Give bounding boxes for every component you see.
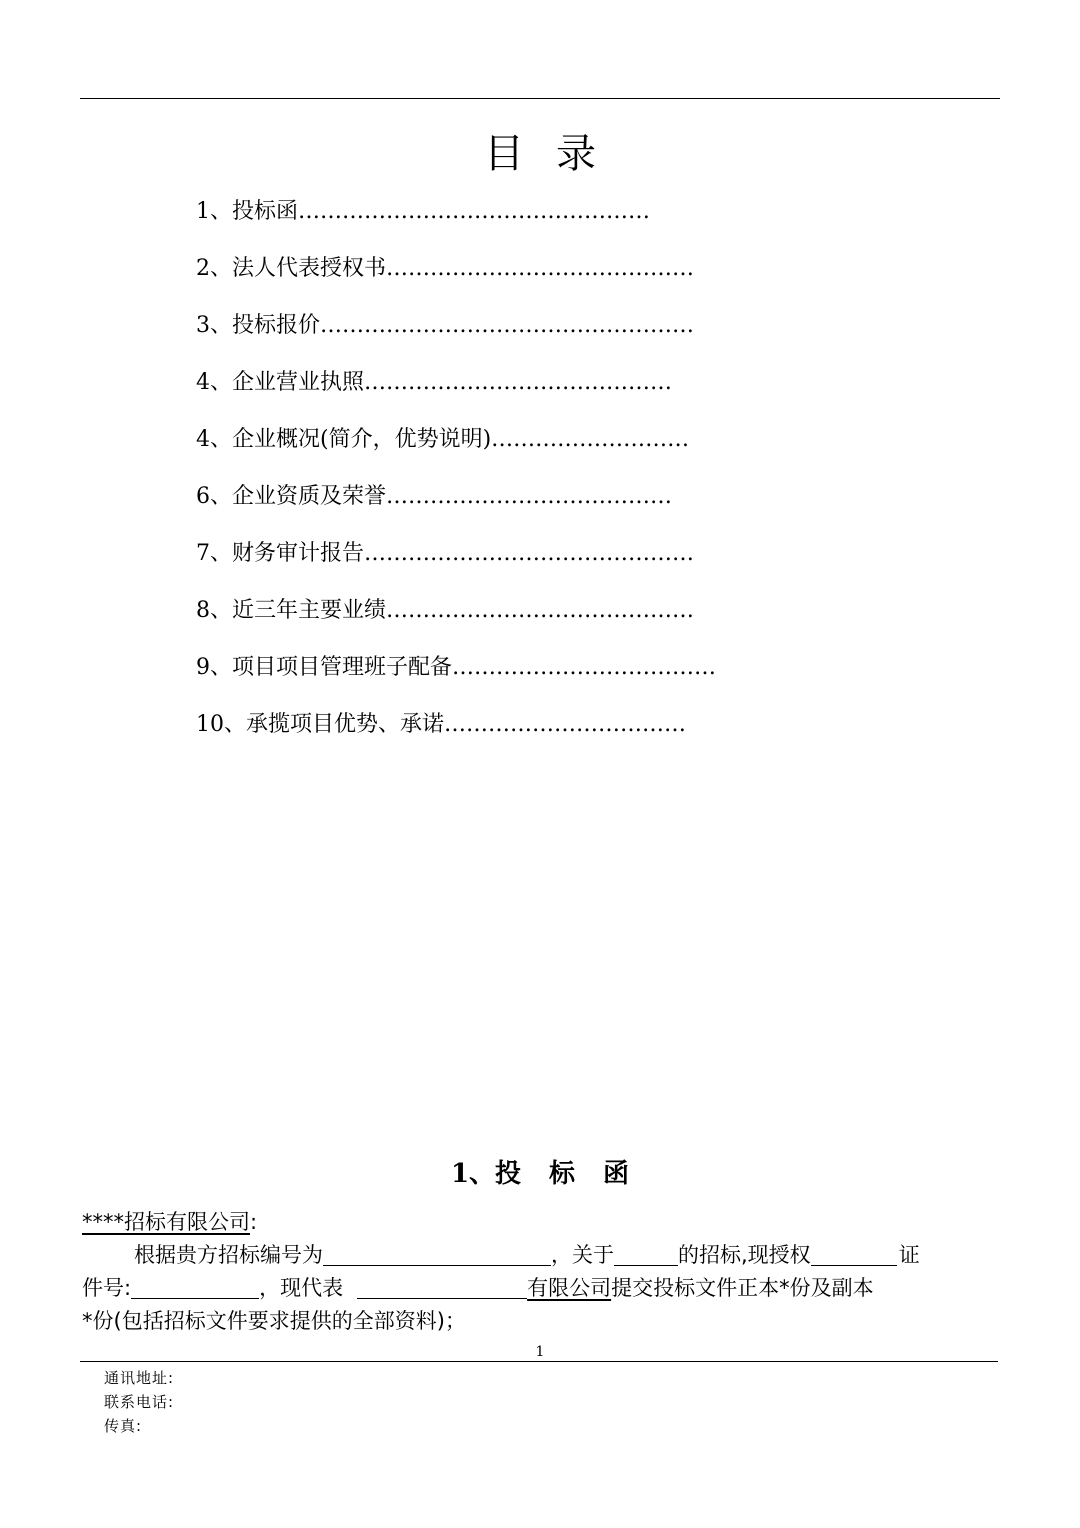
toc-item-label: 7、财务审计报告 bbox=[196, 541, 364, 566]
letter-text: 的招标,现授权 bbox=[678, 1243, 811, 1267]
toc-item[interactable] bbox=[196, 420, 716, 477]
toc-item-label: 1、投标函 bbox=[196, 199, 298, 224]
footer-phone: 联系电话: bbox=[104, 1393, 175, 1411]
toc-leader-dots: …………………………………………… bbox=[320, 313, 694, 338]
toc-item[interactable] bbox=[196, 648, 716, 705]
toc-leader-dots: ………………………………………… bbox=[298, 199, 650, 224]
toc-leader-dots: …………………………………… bbox=[386, 256, 694, 281]
toc-item[interactable] bbox=[196, 705, 716, 762]
footer-rule bbox=[80, 1361, 998, 1362]
section-title-part: 标 bbox=[549, 1159, 576, 1189]
authorized-person-blank[interactable] bbox=[811, 1241, 897, 1266]
tender-letter bbox=[82, 1206, 1000, 1338]
project-name-blank[interactable] bbox=[614, 1241, 678, 1266]
toc-item-label: 2、法人代表授权书 bbox=[196, 256, 386, 281]
letter-text: ，关于 bbox=[551, 1243, 614, 1267]
letter-text: 件号: bbox=[82, 1276, 132, 1300]
toc-leader-dots: ………………………………… bbox=[386, 484, 672, 509]
toc-leader-dots: …………………………………… bbox=[386, 598, 694, 623]
letter-body-line bbox=[82, 1272, 1000, 1305]
toc-title: 目录 bbox=[484, 131, 628, 177]
page-footer bbox=[104, 1366, 174, 1438]
company-suffix: 有限公司 bbox=[527, 1276, 612, 1300]
toc-list bbox=[196, 192, 716, 762]
toc-item-label: 6、企业资质及荣誉 bbox=[196, 484, 386, 509]
section-title bbox=[0, 1154, 1080, 1194]
toc-item[interactable] bbox=[196, 363, 716, 420]
toc-leader-dots: ……………………… bbox=[491, 427, 690, 452]
section-title-part: 1、投 bbox=[450, 1159, 522, 1189]
header-rule bbox=[80, 98, 1000, 99]
addressee-colon: : bbox=[250, 1210, 258, 1234]
toc-item-label: 9、项目项目管理班子配备 bbox=[196, 655, 452, 680]
page-number: 1 bbox=[535, 1344, 545, 1360]
toc-leader-dots: …………………………………… bbox=[364, 370, 672, 395]
footer-address: 通讯地址: bbox=[104, 1369, 175, 1387]
letter-text: 提交投标文件正本*份及副本 bbox=[611, 1276, 874, 1300]
toc-item[interactable] bbox=[196, 477, 716, 534]
letter-text: 证 bbox=[898, 1243, 920, 1267]
letter-text: *份(包括招标文件要求提供的全部资料)； bbox=[82, 1309, 466, 1333]
toc-leader-dots: ……………………………… bbox=[452, 655, 716, 680]
toc-leader-dots: …………………………… bbox=[444, 712, 686, 737]
tender-number-blank[interactable] bbox=[323, 1241, 551, 1266]
footer-fax: 传真: bbox=[104, 1417, 143, 1435]
letter-addressee-line bbox=[82, 1206, 1000, 1239]
toc-item[interactable] bbox=[196, 249, 716, 306]
letter-body-line bbox=[82, 1305, 1000, 1338]
toc-item[interactable] bbox=[196, 534, 716, 591]
toc-item-label: 10、承揽项目优势、承诺 bbox=[196, 712, 444, 737]
letter-text: ，现代表 bbox=[259, 1276, 344, 1300]
toc-item-label: 3、投标报价 bbox=[196, 313, 320, 338]
toc-item-label: 4、企业营业执照 bbox=[196, 370, 364, 395]
section-title-part: 函 bbox=[603, 1159, 630, 1189]
letter-addressee: ****招标有限公司 bbox=[82, 1210, 250, 1234]
letter-body-line bbox=[82, 1239, 1000, 1272]
company-name-blank[interactable] bbox=[357, 1274, 527, 1299]
toc-leader-dots: ……………………………………… bbox=[364, 541, 694, 566]
toc-item[interactable] bbox=[196, 306, 716, 363]
letter-text: 根据贵方招标编号为 bbox=[134, 1243, 323, 1267]
toc-item-label: 8、近三年主要业绩 bbox=[196, 598, 386, 623]
toc-item[interactable] bbox=[196, 192, 716, 249]
toc-item[interactable] bbox=[196, 591, 716, 648]
toc-item-label: 4、企业概况(简介，优势说明) bbox=[196, 427, 492, 452]
id-number-blank[interactable] bbox=[131, 1274, 259, 1299]
